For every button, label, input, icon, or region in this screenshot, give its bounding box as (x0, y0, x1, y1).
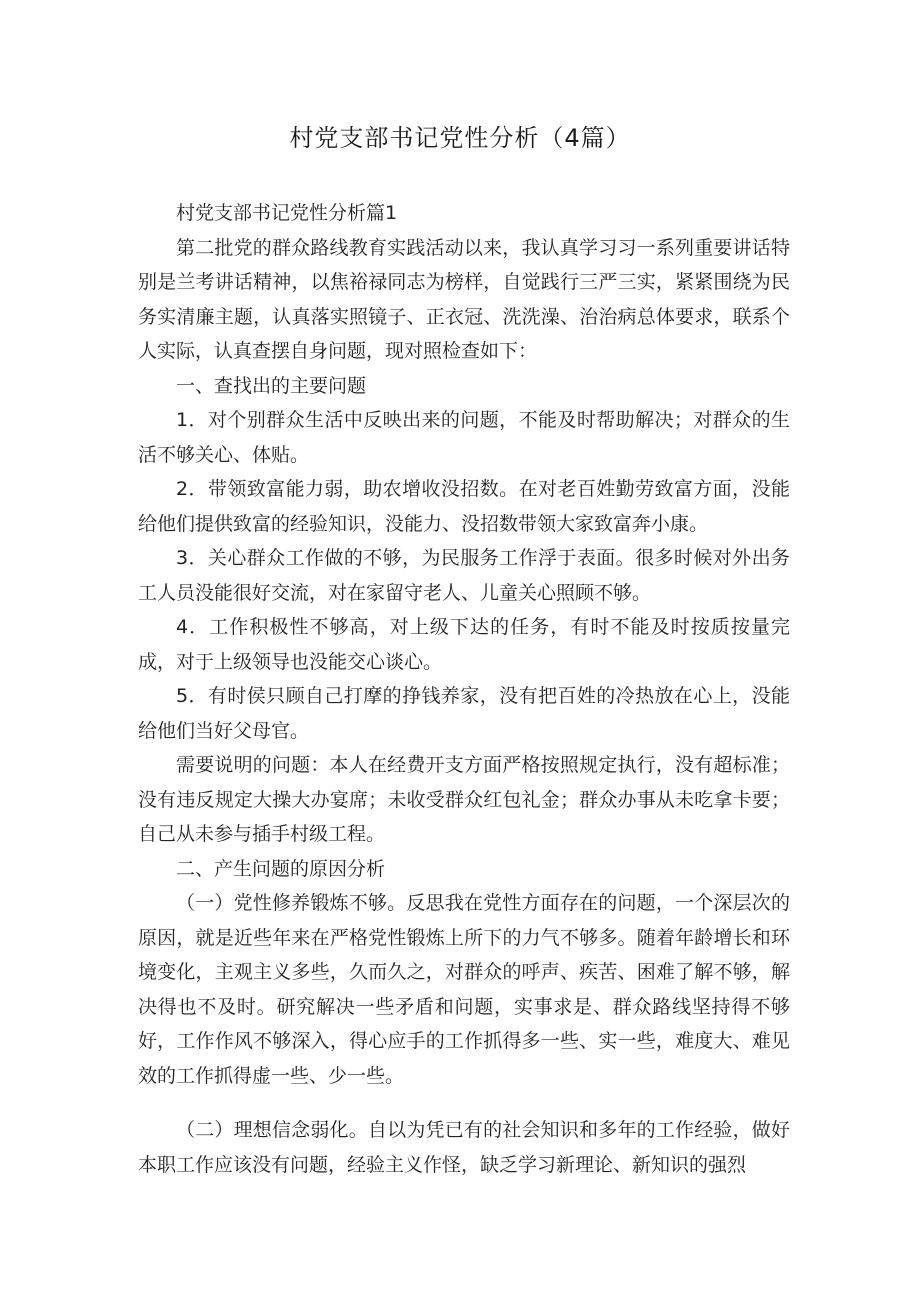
paragraph: 第二批党的群众路线教育实践活动以来，我认真学习习一系列重要讲话特别是兰考讲话精神，以焦裕禄同志为榜样，自觉践行三严三实，紧紧围绕为民务实清廉主题，认真落实照镜子、正衣冠、洗洗澡、治治病总体要求，联系个人实际，认真查摆自身问题，现对照检查如下： (138, 236, 790, 362)
section-heading: 二、产生问题的原因分析 (176, 857, 386, 880)
document-title: 村党支部书记党性分析（4篇） (289, 124, 631, 152)
list-item: 1．对个别群众生活中反映出来的问题，不能及时帮助解决；对群众的生活不够关心、体贴。 (138, 409, 790, 466)
document-body (138, 196, 790, 1182)
list-item: 3．关心群众工作做的不够，为民服务工作浮于表面。很多时候对外出务工人员没能很好交流，对在家留守老人、儿童关心照顾不够。 (138, 547, 790, 604)
paragraph: （二）理想信念弱化。自以为凭已有的社会知识和多年的工作经验，做好本职工作应该没有问题，经验主义作怪，缺乏学习新理论、新知识的强烈 (138, 1119, 790, 1176)
section-heading: 村党支部书记党性分析篇1 (176, 202, 398, 224)
paragraph: （一）党性修养锻炼不够。反思我在党性方面存在的问题，一个深层次的原因，就是近些年来在严格党性锻炼上所下的力气不够多。随着年龄增长和环境变化，主观主义多些，久而久之，对群众的呼声、疾苦、困难了解不够，解决得也不及时。研究解决一些矛盾和问题，实事求是、群众路线坚持得不够好，工作作风不够深入，得心应手的工作抓得多一些、实一些，难度大、难见效的工作抓得虚一些、少一些。 (138, 892, 790, 1087)
section-heading: 一、查找出的主要问题 (176, 374, 367, 397)
list-item: 5．有时侯只顾自己打摩的挣钱养家，没有把百姓的冷热放在心上，没能给他们当好父母官。 (138, 685, 790, 742)
list-item: 2．带领致富能力弱，助农增收没招数。在对老百姓勤劳致富方面，没能给他们提供致富的经验知识，没能力、没招数带领大家致富奔小康。 (138, 478, 790, 535)
list-item: 4．工作积极性不够高，对上级下达的任务，有时不能及时按质按量完成，对于上级领导也没能交心谈心。 (138, 616, 790, 673)
paragraph: 需要说明的问题：本人在经费开支方面严格按照规定执行，没有超标准；没有违反规定大操大办宴席；未收受群众红包礼金；群众办事从未吃拿卡要；自己从未参与插手村级工程。 (138, 754, 790, 845)
